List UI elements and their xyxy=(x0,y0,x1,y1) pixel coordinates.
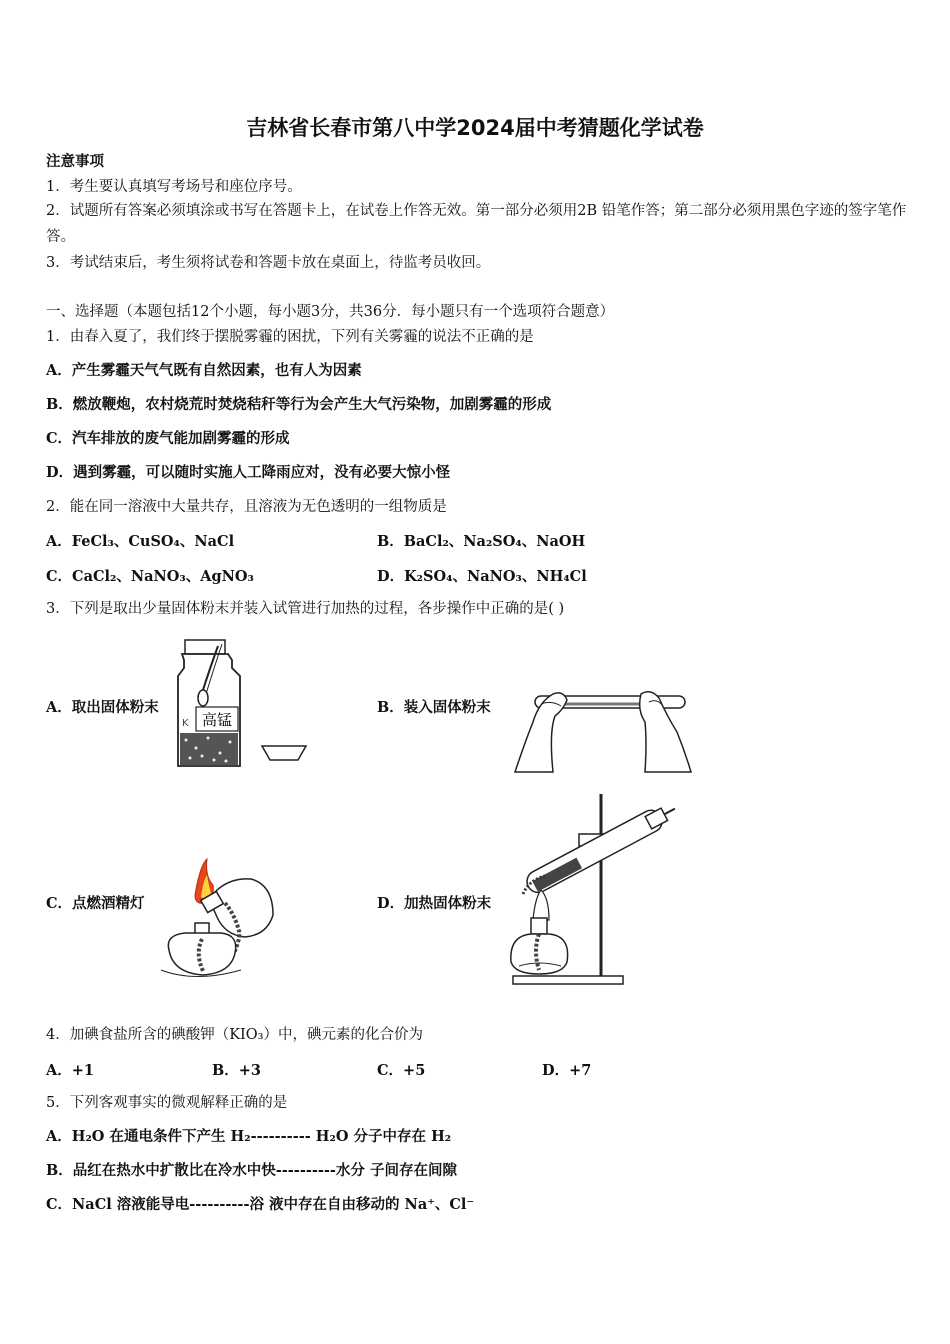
figure-heating-apparatus xyxy=(505,790,680,990)
page-title: 吉林省长春市第八中学2024届中考猜题化学试卷 xyxy=(246,116,704,140)
q2-option-b[interactable]: B．BaCl₂、Na₂SO₄、NaOH xyxy=(377,533,586,550)
q2-option-a[interactable]: A．FeCl₃、CuSO₄、NaCl xyxy=(46,533,235,550)
q1-option-a[interactable]: A．产生雾霾天气气既有自然因素，也有人为因素 xyxy=(46,362,362,379)
q5-option-b[interactable]: B．品红在热水中扩散比在冷水中快----------水分 子间存在间隙 xyxy=(46,1162,457,1179)
svg-text:K: K xyxy=(182,718,189,729)
figure-test-tube-hands xyxy=(505,682,700,774)
notice-item-1: 1．考生要认真填写考场号和座位序号。 xyxy=(46,179,302,195)
q4-option-d[interactable]: D．+7 xyxy=(542,1062,592,1079)
q3-option-c[interactable]: C．点燃酒精灯 xyxy=(46,895,145,912)
q3-stem: 3．下列是取出少量固体粉末并装入试管进行加热的过程，各步操作中正确的是( ) xyxy=(46,601,565,617)
q3-option-d[interactable]: D．加热固体粉末 xyxy=(377,895,492,912)
q2-stem: 2．能在同一溶液中大量共存，且溶液为无色透明的一组物质是 xyxy=(46,499,447,515)
q1-option-d[interactable]: D．遇到雾霾，可以随时实施人工降雨应对，没有必要大惊小怪 xyxy=(46,464,451,481)
q3-option-a[interactable]: A．取出固体粉末 xyxy=(46,699,159,716)
notice-item-2: 2．试题所有答案必须填涂或书写在答题卡上，在试卷上作答无效。第一部分必须用2B 铅笔作答；第二部分必须用黑色字迹的签字笔作答。 xyxy=(46,203,907,245)
q4-option-a[interactable]: A．+1 xyxy=(46,1062,94,1079)
figure-alcohol-lamps xyxy=(155,855,280,985)
q1-option-b[interactable]: B．燃放鞭炮，农村烧荒时焚烧秸秆等行为会产生大气污染物，加剧雾霾的形成 xyxy=(46,396,552,413)
jar-label: 高锰 xyxy=(201,711,233,729)
q4-option-b[interactable]: B．+3 xyxy=(212,1062,261,1079)
section-heading: 一、选择题（本题包括12个小题，每小题3分，共36分．每小题只有一个选项符合题意） xyxy=(46,304,615,320)
q4-option-c[interactable]: C．+5 xyxy=(377,1062,426,1079)
q5-stem: 5．下列客观事实的微观解释正确的是 xyxy=(46,1095,288,1111)
figure-jar-spoon xyxy=(170,638,315,770)
notice-item-3: 3．考试结束后，考生须将试卷和答题卡放在桌面上，待监考员收回。 xyxy=(46,255,491,271)
q1-stem: 1．由春入夏了，我们终于摆脱雾霾的困扰，下列有关雾霾的说法不正确的是 xyxy=(46,329,534,345)
q5-option-a[interactable]: A．H₂O 在通电条件下产生 H₂---------- H₂O 分子中存在 H₂ xyxy=(46,1128,452,1145)
q4-stem: 4．加碘食盐所含的碘酸钾（KIO₃）中，碘元素的化合价为 xyxy=(46,1027,423,1043)
notice-heading: 注意事项 xyxy=(46,153,104,170)
q2-option-c[interactable]: C．CaCl₂、NaNO₃、AgNO₃ xyxy=(46,568,254,585)
q1-option-c[interactable]: C．汽车排放的废气能加剧雾霾的形成 xyxy=(46,430,290,447)
q5-option-c[interactable]: C．NaCl 溶液能导电----------浴 液中存在自由移动的 Na⁺、Cl⁻ xyxy=(46,1196,475,1213)
q3-option-b[interactable]: B．装入固体粉末 xyxy=(377,699,491,716)
q2-option-d[interactable]: D．K₂SO₄、NaNO₃、NH₄Cl xyxy=(377,568,587,585)
